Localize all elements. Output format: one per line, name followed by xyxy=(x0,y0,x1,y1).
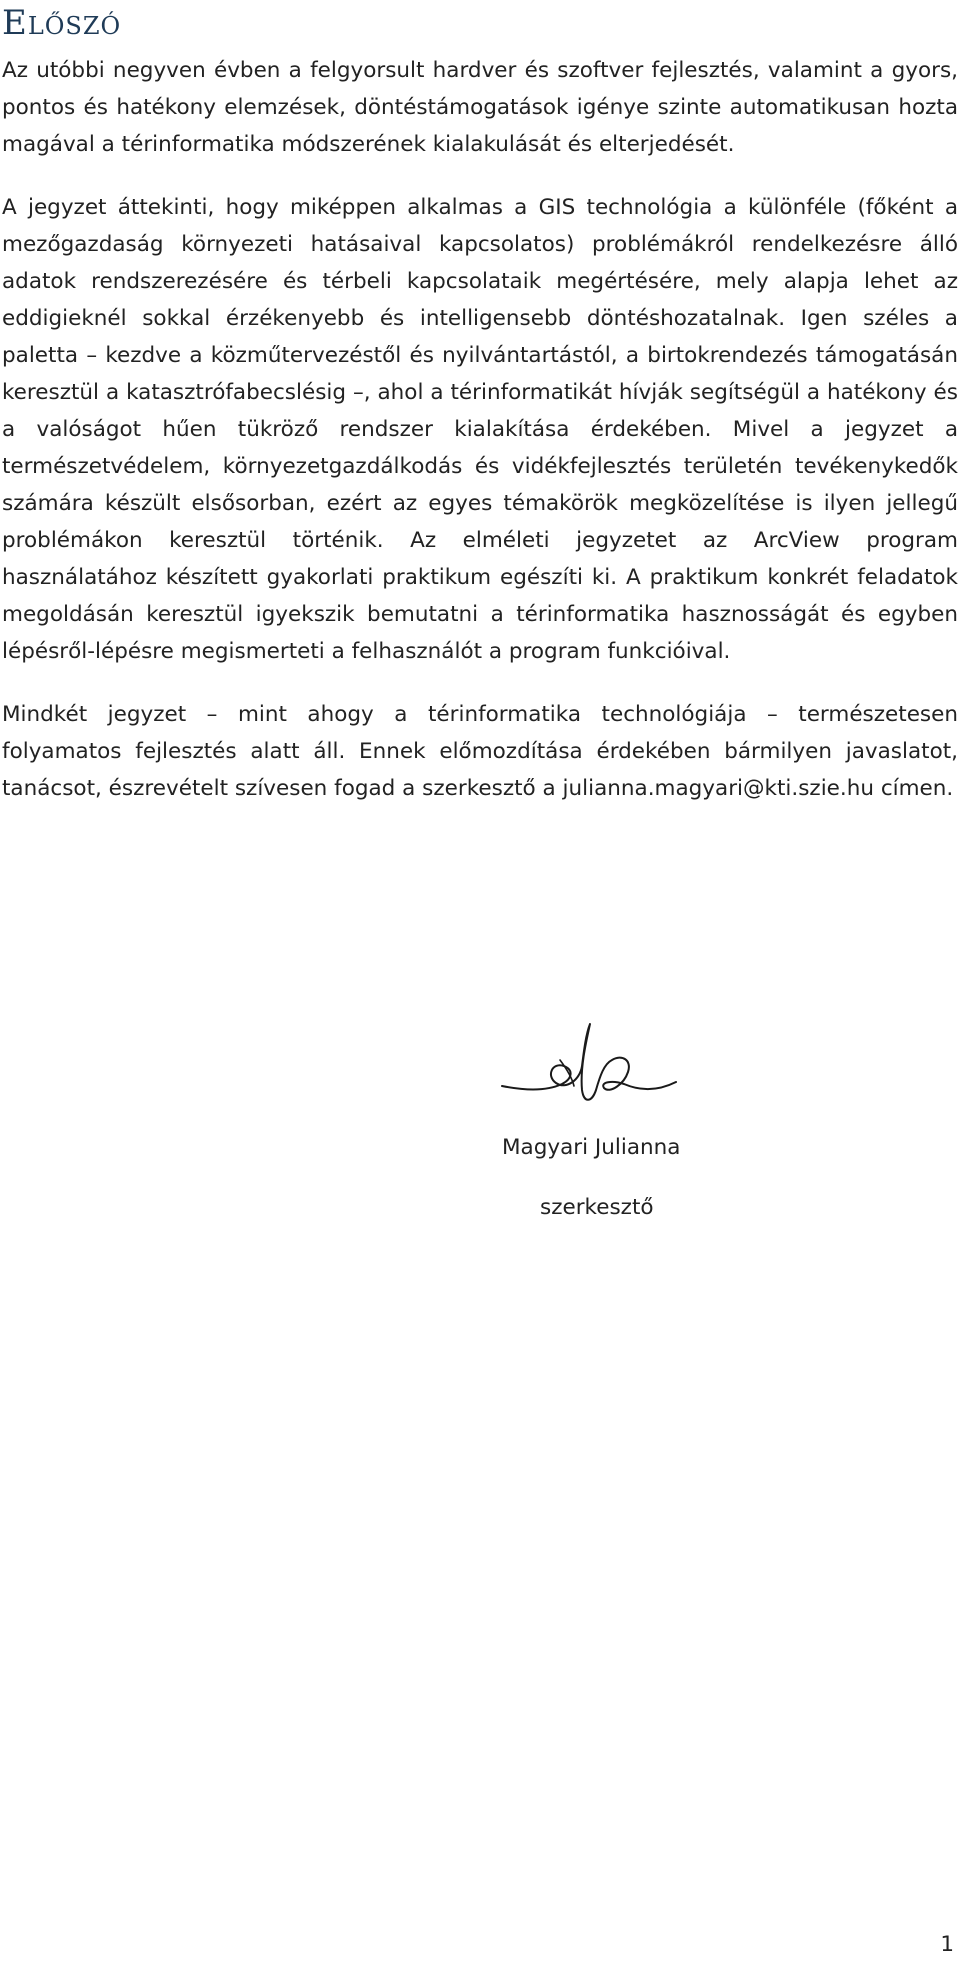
body-text xyxy=(2,52,958,833)
paragraph-feedback: Mindkét jegyzet – mint ahogy a térinformatika technológiája – természetesen folyamatos fejlesztés alatt áll. Ennek előmozdítása érdekében bármilyen javaslatot, tanácsot, észrevételt szívesen fogad a szerkesztő a julianna.magyari@kti.szie.hu címen. xyxy=(2,702,958,801)
signer-role: szerkesztő xyxy=(540,1195,654,1220)
handwritten-signature xyxy=(500,1020,680,1120)
signer-name: Magyari Julianna xyxy=(502,1135,681,1160)
page-number: 1 xyxy=(940,1932,954,1957)
paragraph-intro: Az utóbbi negyven évben a felgyorsult hardver és szoftver fejlesztés, valamint a gyors, pontos és hatékony elemzések, döntéstámogatások igénye szinte automatikusan hozta magával a térinformatika módszerének kialakulását és elterjedését. xyxy=(2,58,958,157)
paragraph-overview: A jegyzet áttekinti, hogy miképpen alkalmas a GIS technológia a különféle (főként a mezőgazdaság környezeti hatásaival kapcsolatos) problémákról rendelkezésre álló adatok rendszerezésére és térbeli kapcsolataik megértésére, mely alapja lehet az eddigieknél sokkal érzékenyebb és intelligensebb döntéshozatalnak. Igen széles a paletta – kezdve a közműtervezéstől és nyilvántartástól, a birtokrendezés támogatásán keresztül a katasztrófabecslésig –, ahol a térinformatikát hívják segítségül a hatékony és a valóságot hűen tükröző rendszer kialakítása érdekében. Mivel a jegyzet a természetvédelem, környezetgazdálkodás és vidékfejlesztés területén tevékenykedők számára készült elsősorban, ezért az egyes témakörök megközelítése is ilyen jellegű problémákon keresztül történik. Az elméleti jegyzetet az ArcView program használatához készített gyakorlati praktikum egészíti ki. A praktikum konkrét feladatok megoldásán keresztül igyekszik bemutatni a térinformatika hasznosságát és egyben lépésről-lépésre megismerteti a felhasználót a program funkcióival. xyxy=(2,195,958,664)
page-heading: Előszó xyxy=(2,3,122,43)
